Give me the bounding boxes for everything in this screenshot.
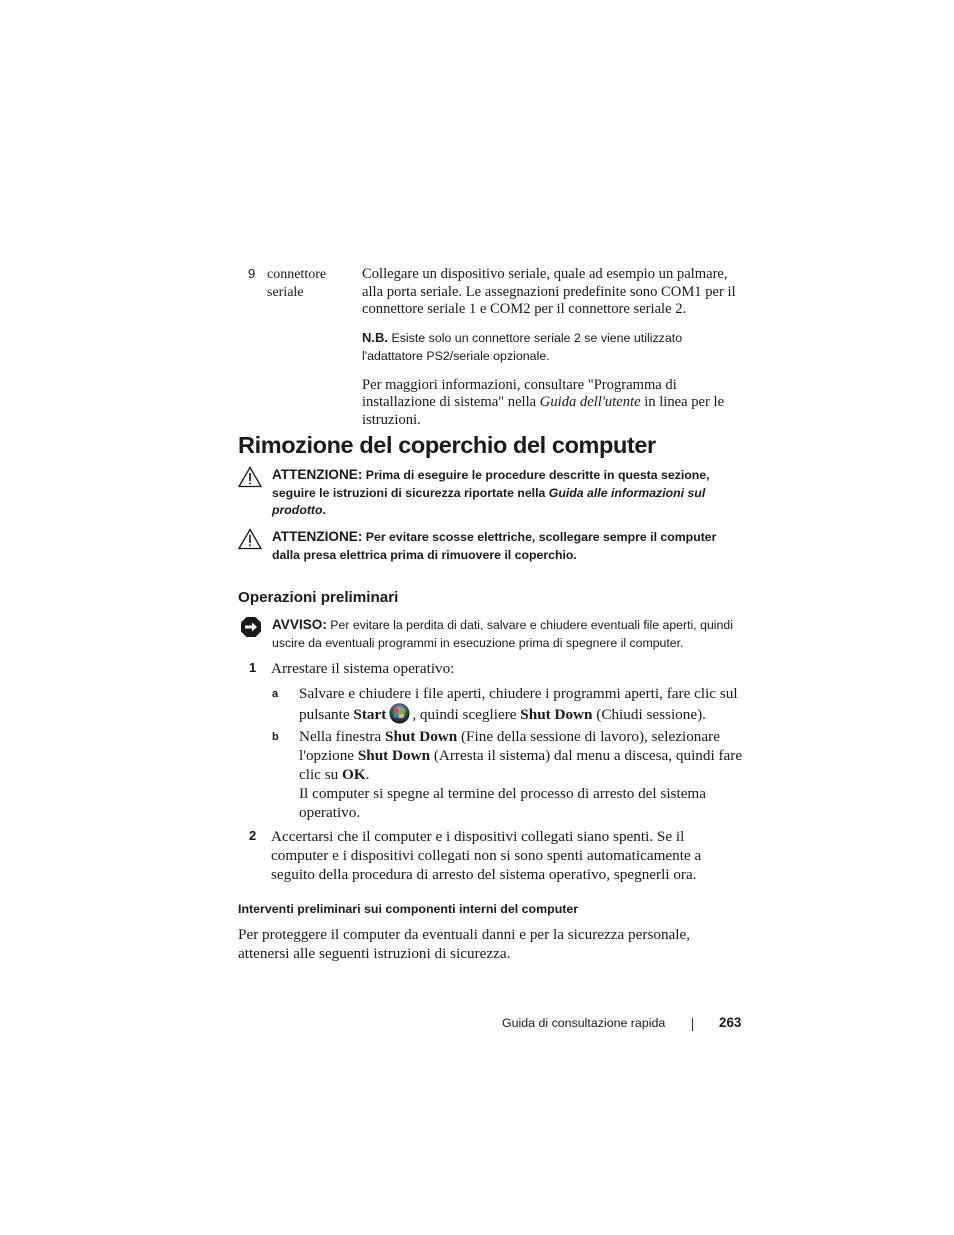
caution-block-1	[238, 466, 738, 520]
caution-text-1	[272, 466, 738, 520]
shut-down-window-label: Shut Down	[385, 728, 458, 745]
caution-label-2: ATTENZIONE:	[272, 529, 363, 544]
caution-block-2	[238, 528, 738, 564]
caution-label-1: ATTENZIONE:	[272, 467, 363, 482]
substep-a-text-3: (Chiudi sessione).	[592, 706, 706, 723]
step-text: Arrestare il sistema operativo:	[271, 660, 455, 677]
subsubheading: Interventi preliminari sui componenti interni del computer	[238, 902, 579, 916]
caution-doc-title: Guida alle informazioni sul prodotto	[272, 485, 706, 517]
notice-text	[272, 616, 738, 652]
substep-a-text: Salvare e chiudere i file aperti, chiudere i programmi aperti, fare clic sul pulsante	[299, 685, 738, 723]
notice-body: Per evitare la perdita di dati, salvare e chiudere eventuali file aperti, quindi uscire da eventuali programmi in esecuzione prima di spegnere il computer.	[272, 618, 733, 650]
warning-triangle-icon	[238, 528, 262, 550]
step-number: 2	[249, 828, 257, 843]
shut-down-label: Shut Down	[520, 706, 593, 723]
warning-triangle-icon	[238, 466, 262, 488]
caution-text-2	[272, 528, 738, 564]
more-info-doc-title: Guida dell'utente	[539, 394, 641, 410]
subheading: Operazioni preliminari	[238, 589, 399, 606]
note	[362, 329, 737, 365]
caution-body-1: Prima di eseguire le procedure descritte in questa sezione, seguire le istruzioni di sicurezza riportate nella	[272, 468, 710, 500]
notice-label: AVVISO:	[272, 617, 327, 632]
note-text: Esiste solo un connettore seriale 2 se viene utilizzato l'adattatore PS2/seriale opzionale.	[362, 330, 683, 363]
substep-text	[299, 727, 749, 822]
section-heading: Rimozione del coperchio del computer	[238, 432, 656, 458]
substep-letter: b	[272, 731, 279, 743]
substep-b-text-3: (Arresta il sistema) dal menu a discesa, quindi fare clic su	[299, 747, 743, 783]
more-info-text-end: in linea per le istruzioni.	[362, 394, 725, 428]
table-description-main: Collegare un dispositivo seriale, quale ad esempio un palmare, alla porta seriale. Le assegnazioni predefinite sono COM1 per il connettore seriale 1 e COM2 per il connettore seriale 2.	[362, 266, 736, 317]
start-label: Start	[353, 706, 387, 723]
caution-body-2: Per evitare scosse elettriche, scollegare sempre il computer dalla presa elettrica prima di rimuovere il coperchio.	[272, 530, 717, 562]
substep-b-text: Nella finestra	[299, 728, 386, 745]
notice-block	[238, 616, 738, 652]
substep-a-text-2: , quindi scegliere	[412, 706, 521, 723]
substep-b-text-4: .	[365, 766, 370, 783]
windows-start-icon	[389, 703, 410, 724]
ok-label: OK	[342, 766, 366, 783]
caution-body-1-end: .	[322, 503, 326, 517]
substep-b-result: Il computer si spegne al termine del processo di arresto del sistema operativo.	[299, 785, 706, 821]
footer-divider	[692, 1018, 693, 1031]
more-info-text: Per maggiori informazioni, consultare "Programma di installazione di sistema" nella	[362, 376, 677, 410]
substep-b-text-2: (Fine della sessione di lavoro), selezionare l'opzione	[299, 728, 720, 764]
step-number: 1	[249, 660, 257, 675]
notice-icon	[240, 616, 262, 638]
table-description	[362, 266, 737, 429]
footer-book-title: Guida di consultazione rapida	[502, 1016, 666, 1030]
substep-text	[299, 684, 749, 724]
page-number: 263	[719, 1015, 742, 1030]
shut-down-option-label: Shut Down	[357, 747, 431, 764]
table-more-info	[362, 377, 737, 430]
table-row-number: 9	[248, 266, 256, 281]
body-paragraph: Per proteggere il computer da eventuali danni e per la sicurezza personale, attenersi alle seguenti istruzioni di sicurezza.	[238, 926, 691, 962]
substep-letter: a	[272, 688, 279, 700]
step-text: Accertarsi che il computer e i dispositivi collegati siano spenti. Se il computer e i dispositivi collegati non si sono spenti automaticamente a seguito della procedura di arresto del sistema operativo, spegnerli ora.	[271, 828, 702, 883]
note-label: N.B.	[362, 329, 388, 345]
table-component-name: connettore seriale	[267, 267, 327, 300]
